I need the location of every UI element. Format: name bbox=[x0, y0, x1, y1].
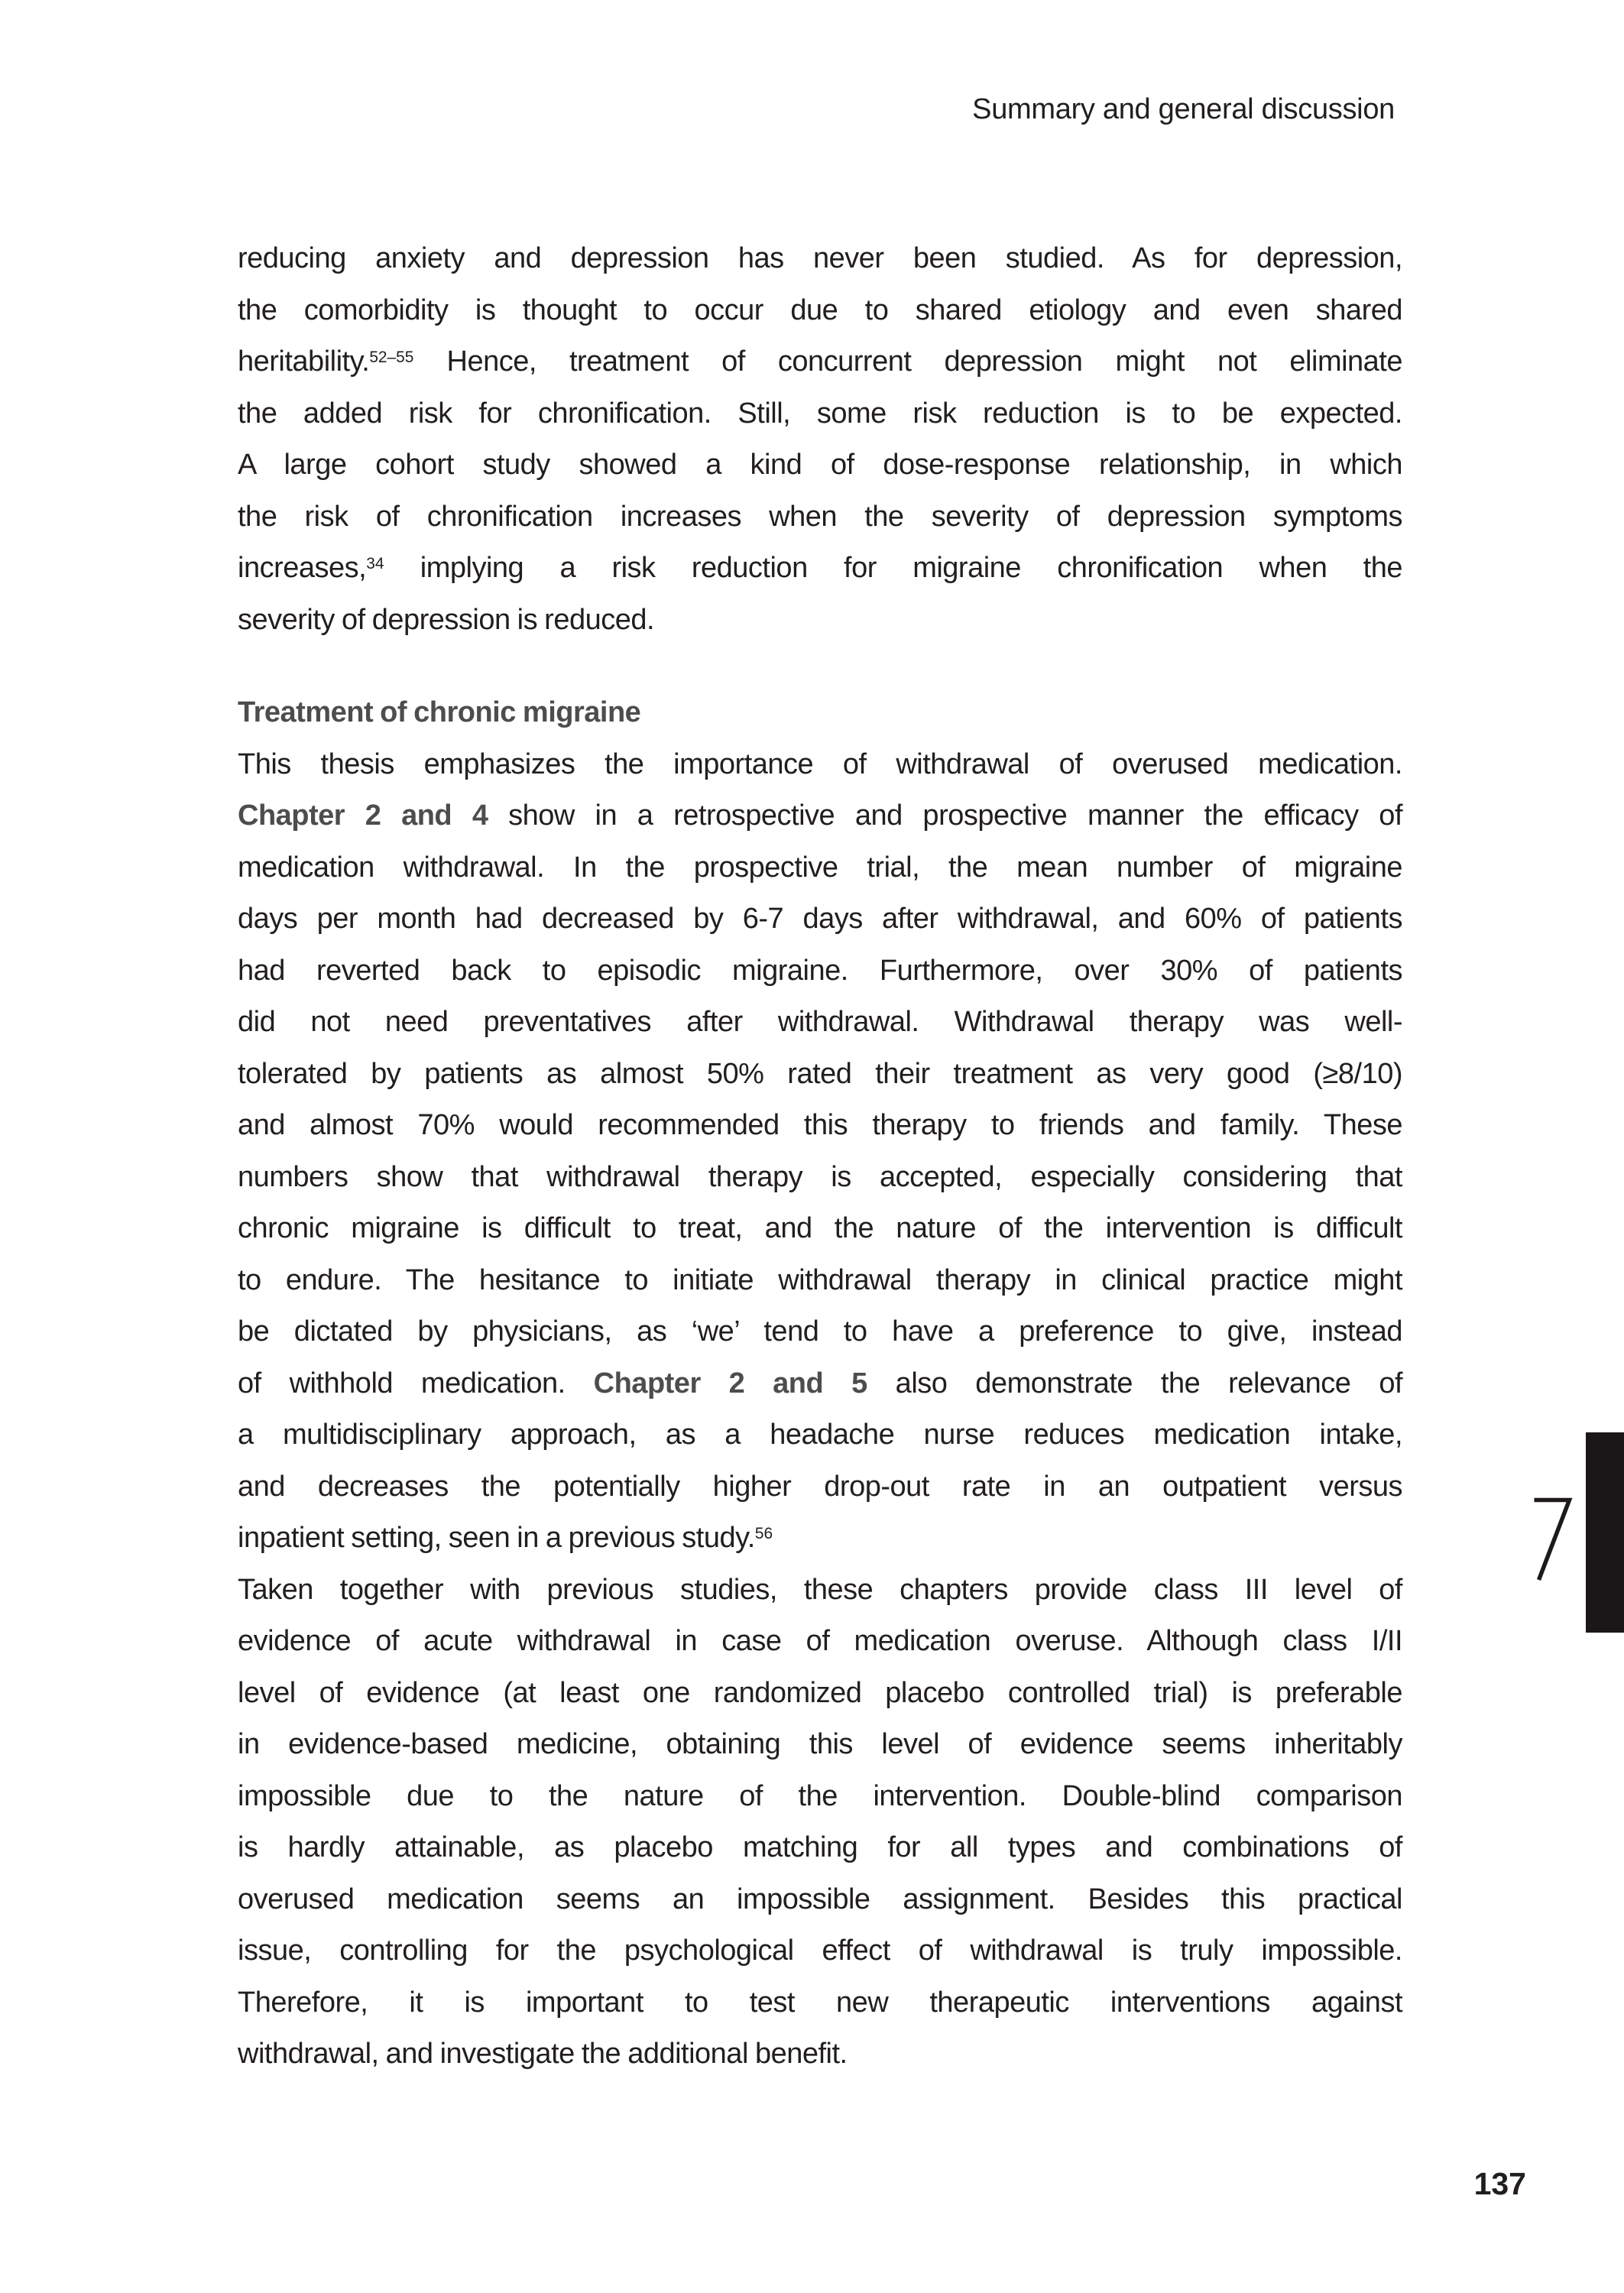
chapter-reference: Chapter 2 and 4 bbox=[238, 799, 488, 832]
text-line: level of evidence (at least one randomized placebo controlled trial) is preferable bbox=[238, 1676, 1402, 1709]
text-line: heritability.$^{52-55}$ Hence, treatment of concurrent depression might not eliminate bbox=[238, 345, 1402, 378]
text-line: Chapter 2 and 4 show in a retrospective and prospective manner the efficacy of bbox=[238, 799, 1402, 832]
chapter-tab bbox=[1586, 1432, 1624, 1633]
text-line: be dictated by physicians, as ‘we’ tend to have a preference to give, instead bbox=[238, 1315, 1402, 1348]
text-line: impossible due to the nature of the intervention. Double-blind comparison bbox=[238, 1779, 1402, 1812]
citation-superscript: 56 bbox=[754, 1524, 773, 1542]
text-line: overused medication seems an impossible assignment. Besides this practical bbox=[238, 1883, 1402, 1915]
text-line: increases,$^{34}$ implying a risk reduction for migraine chronification when the bbox=[238, 552, 1402, 584]
chapter-number-seven-glyph bbox=[1531, 1496, 1575, 1583]
text-line: withdrawal, and investigate the additional benefit. bbox=[238, 2038, 848, 2070]
text-line: the comorbidity is thought to occur due to shared etiology and even shared bbox=[238, 294, 1402, 326]
text-line: numbers show that withdrawal therapy is accepted, especially considering that bbox=[238, 1160, 1402, 1193]
text-line: reducing anxiety and depression has never been studied. As for depression, bbox=[238, 242, 1402, 274]
citation-superscript: 52–55 bbox=[369, 348, 414, 366]
text-line: inpatient setting, seen in a previous study.$^{56}$ bbox=[238, 1522, 773, 1554]
citation-superscript: 34 bbox=[366, 554, 384, 572]
text-line: severity of depression is reduced. bbox=[238, 603, 655, 636]
text-line: to endure. The hesitance to initiate withdrawal therapy in clinical practice might bbox=[238, 1263, 1402, 1296]
text-line: days per month had decreased by 6-7 days after withdrawal, and 60% of patients bbox=[238, 903, 1402, 935]
paragraph-withdrawal-efficacy bbox=[238, 739, 1402, 1565]
text-line: a multidisciplinary approach, as a headache nurse reduces medication intake, bbox=[238, 1419, 1402, 1451]
text-line: chronic migraine is difficult to treat, and the nature of the intervention is difficult bbox=[238, 1212, 1402, 1244]
text-line: had reverted back to episodic migraine. Furthermore, over 30% of patients bbox=[238, 954, 1402, 987]
text-line: medication withdrawal. In the prospective trial, the mean number of migraine bbox=[238, 851, 1402, 884]
text-line: issue, controlling for the psychological effect of withdrawal is truly impossible. bbox=[238, 1935, 1402, 1967]
text-line: is hardly attainable, as placebo matching for all types and combinations of bbox=[238, 1831, 1402, 1863]
text-line: in evidence-based medicine, obtaining this level of evidence seems inheritably bbox=[238, 1728, 1402, 1760]
text-line: did not need preventatives after withdrawal. Withdrawal therapy was well- bbox=[238, 1006, 1402, 1038]
page-number: 137 bbox=[1473, 2166, 1526, 2201]
text-line: A large cohort study showed a kind of dose-response relationship, in which bbox=[238, 449, 1402, 481]
text-line: Therefore, it is important to test new therapeutic interventions against bbox=[238, 1986, 1402, 2019]
section-heading: Treatment of chronic migraine bbox=[238, 696, 641, 728]
chapter-reference: Chapter 2 and 5 bbox=[593, 1367, 867, 1399]
text-line: This thesis emphasizes the importance of withdrawal of overused medication. bbox=[238, 748, 1402, 780]
text-line: Taken together with previous studies, these chapters provide class III level of bbox=[238, 1573, 1402, 1606]
text-line: the risk of chronification increases when the severity of depression symptoms bbox=[238, 500, 1402, 533]
running-header: Summary and general discussion bbox=[972, 93, 1395, 125]
chapter-number bbox=[0, 0, 1, 1]
text-line: tolerated by patients as almost 50% rated their treatment as very good (≥8/10) bbox=[238, 1057, 1402, 1090]
paragraph-depression-comorbidity bbox=[238, 233, 1402, 646]
paragraph-evidence-level bbox=[238, 1565, 1402, 2081]
text-line: of withhold medication. Chapter 2 and 5 also demonstrate the relevance of bbox=[238, 1367, 1403, 1399]
text-line: and almost 70% would recommended this therapy to friends and family. These bbox=[238, 1109, 1402, 1141]
text-column bbox=[238, 233, 1402, 2081]
text-line: and decreases the potentially higher drop-out rate in an outpatient versus bbox=[238, 1470, 1402, 1503]
text-line: evidence of acute withdrawal in case of medication overuse. Although class I/II bbox=[238, 1625, 1402, 1657]
text-line: the added risk for chronification. Still, some risk reduction is to be expected. bbox=[238, 397, 1402, 430]
